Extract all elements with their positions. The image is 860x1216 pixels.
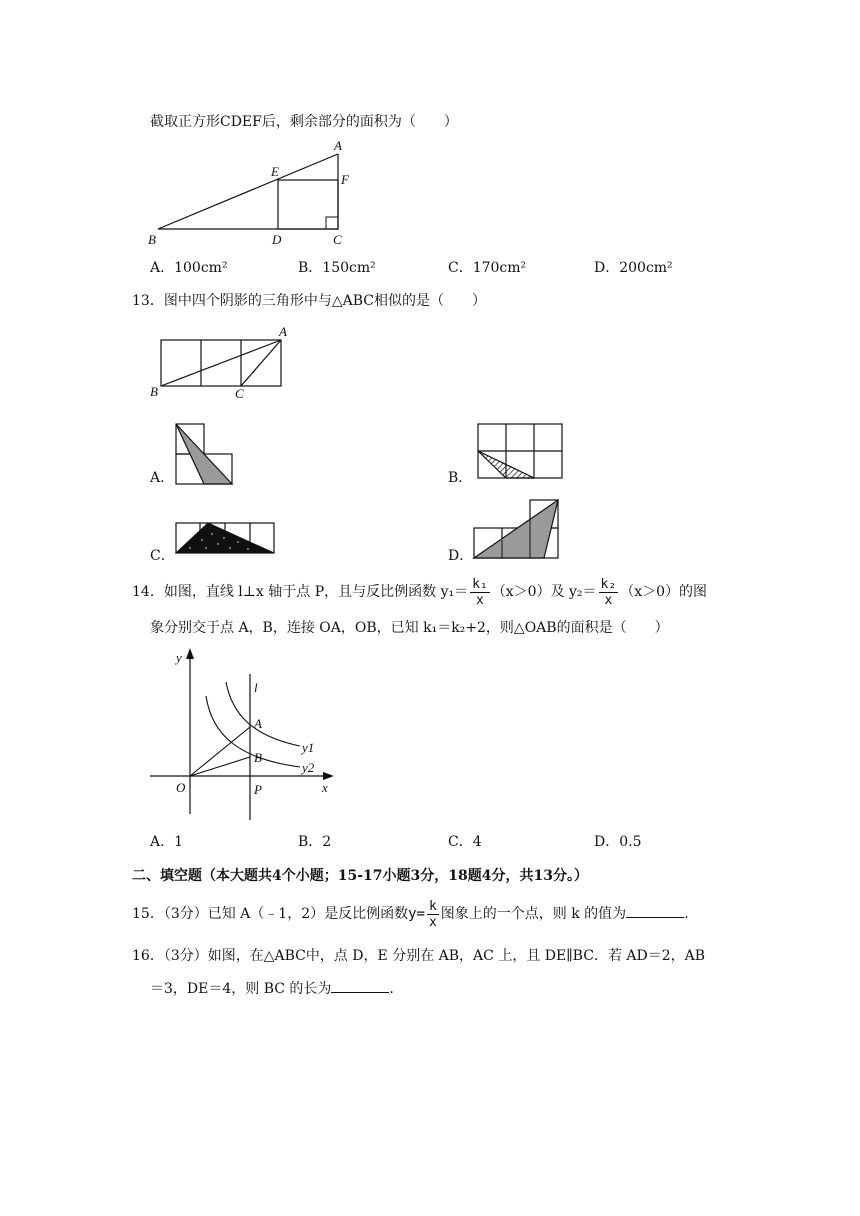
q12-option-d: D．200cm² [594, 260, 673, 276]
q14-option-b: B．2 [298, 834, 332, 850]
q14-option-a: A．1 [150, 834, 184, 850]
q13-option-a-letter: A． [150, 470, 175, 486]
label-a: A [279, 324, 287, 339]
q13-option-b-figure [476, 422, 566, 482]
q12-option-a: A．100cm² [150, 260, 228, 276]
q13-option-b-letter: B． [448, 470, 473, 486]
section-2-heading: 二、填空题（本大题共4个小题；15-17小题3分，18题4分，共13分。） [132, 868, 588, 884]
q12-option-b: B．150cm² [298, 260, 376, 276]
square-cdef [278, 180, 338, 229]
segment-ob [190, 757, 250, 776]
label-y: y [176, 650, 182, 665]
q13-main-figure [140, 322, 300, 402]
q13-stem: 13．图中四个阴影的三角形中与△ABC相似的是（ ） [132, 293, 486, 309]
fraction-k-over-x: $\frac{k}{x}$ [428, 898, 437, 930]
fraction-k1-over-x: $\frac{\text{k₁}}{x}$ [472, 576, 488, 608]
label-b: B [148, 232, 156, 247]
answer-blank-q16 [331, 978, 389, 993]
q14-figure [140, 644, 340, 820]
label-b: B [150, 384, 158, 399]
label-l: l [254, 680, 258, 695]
q14-stem-line1: 14．如图，直线 l⊥x 轴于点 P，且与反比例函数 y₁＝ $\frac{\text{k₁}}{x}$ （x＞0）及 y₂＝ $\frac{\text{k₂}}{x}$ （x＞0）的图 [132, 576, 708, 608]
q16-line1: 16．（3分）如图，在△ABC中，点 D，E 分别在 AB，AC 上，且 DE∥BC．若 AD＝2，AB [132, 948, 706, 964]
segment-ba [158, 154, 338, 229]
curve-y2 [206, 696, 300, 767]
label-b: B [254, 750, 262, 765]
label-c: C [235, 386, 244, 401]
answer-blank-q15 [626, 903, 684, 918]
label-e: E [271, 164, 279, 179]
q12-option-c: C．170cm² [448, 260, 527, 276]
q13-option-c-letter: C． [150, 548, 175, 564]
q13-option-a-figure [174, 422, 234, 486]
label-a: A [254, 716, 262, 731]
label-y2: y2 [302, 760, 315, 775]
q12-figure [140, 136, 360, 251]
fraction-k2-over-x: $\frac{\text{k₂}}{x}$ [600, 576, 617, 608]
label-o: O [176, 780, 186, 795]
segment-ca [241, 340, 281, 386]
q14-option-d: D．0.5 [594, 834, 642, 850]
segment-oa [190, 727, 250, 776]
curve-y1 [226, 682, 300, 746]
segment-ba [161, 340, 281, 386]
label-f: F [341, 172, 349, 187]
q14-option-c: C．4 [448, 834, 482, 850]
label-x: x [322, 780, 328, 795]
label-p: P [254, 782, 262, 797]
q16-line2: ＝3，DE＝4，则 BC 的长为 . [150, 978, 394, 999]
q12-stem: 截取正方形CDEF后，剩余部分的面积为（ ） [150, 114, 458, 130]
q15-line: 15．（3分）已知 A（﹣1，2）是反比例函数y= $\frac{k}{x}$ 图象上的一个点，则 k 的值为 . [132, 898, 689, 930]
label-c: C [333, 232, 342, 247]
label-a: A [334, 138, 342, 153]
q13-option-d-letter: D． [448, 548, 474, 564]
label-y1: y1 [302, 740, 315, 755]
q13-option-c-figure [174, 520, 278, 556]
q13-option-d-figure [472, 498, 560, 560]
right-angle-mark [326, 217, 338, 229]
q14-stem-line2: 象分别交于点 A，B，连接 OA，OB，已知 k₁＝k₂+2，则△OAB的面积是（ ） [150, 620, 669, 636]
label-d: D [272, 232, 282, 247]
